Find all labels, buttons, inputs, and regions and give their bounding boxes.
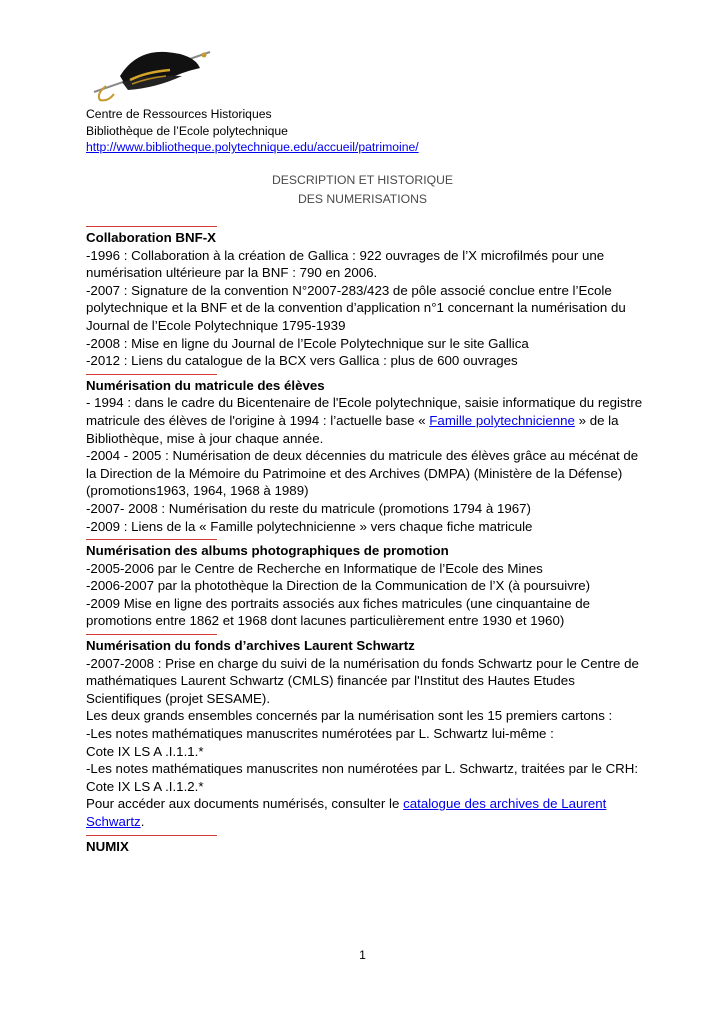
section-separator — [86, 539, 217, 540]
section-title: Collaboration BNF-X — [86, 230, 217, 245]
section-separator — [86, 634, 217, 635]
section-albums — [86, 539, 646, 630]
section-line: -2009 : Liens de la « Famille polytechnicienne » vers chaque fiche matricule — [86, 518, 533, 534]
section-line: -Les notes mathématiques manuscrites numérotées par L. Schwartz lui-même : — [86, 726, 554, 742]
section-line: -2008 : Mise en ligne du Journal de l’Ecole Polytechnique sur le site Gallica — [86, 335, 529, 351]
section-separator — [86, 374, 217, 375]
section-line: -2007- 2008 : Numérisation du reste du matricule (promotions 1794 à 1967) — [86, 500, 531, 516]
section-line: Pour accéder aux documents numérisés, consulter le catalogue des archives de Laurent Schwartz. — [86, 796, 607, 829]
section-line: -2012 : Liens du catalogue de la BCX vers Gallica : plus de 600 ouvrages — [86, 353, 518, 369]
section-line: -2005-2006 par le Centre de Recherche en Informatique de l’Ecole des Mines — [86, 560, 543, 576]
section-separator — [86, 226, 217, 227]
section-line: -1996 : Collaboration à la création de Gallica : 922 ouvrages de l’X microfilmés pour une numérisation ultérieure par la BNF : 790 en 2006. — [86, 247, 605, 281]
document-title — [0, 171, 725, 208]
section-title: Numérisation des albums photographiques de promotion — [86, 543, 449, 559]
section-title: Numérisation du fonds d’archives Laurent Schwartz — [86, 638, 415, 654]
section-line: -2007-2008 : Prise en charge du suivi de la numérisation du fonds Schwartz pour le Centre de mathématiques Laurent Schwartz (CMLS) financée par l'Institut des Hautes Etudes Scientifiques (projet SESAME). — [86, 655, 639, 706]
section-separator — [86, 835, 217, 836]
section-line: - 1994 : dans le cadre du Bicentenaire de l'Ecole polytechnique, saisie informatique du registre matricule des élèves de l'origine à 1994 : l’actuelle base « Famille polytechnicienne » de la Bibliothèque, mise à jour chaque année. — [86, 395, 643, 446]
section-schwartz — [86, 634, 646, 831]
section-line: -2004 - 2005 : Numérisation de deux décennies du matricule des élèves grâce au mécénat de la Direction de la Mémoire du Patrimoine et des Archives (DMPA) (Ministère de la Défense) (promotions1963, 1964, 1968 à 1989) — [86, 448, 639, 499]
section-line: Cote IX LS A .I.1.2.* — [86, 778, 204, 794]
section-line: -2006-2007 par la photothèque la Direction de la Communication de l’X (à poursuivre) — [86, 578, 591, 594]
section-line: -Les notes mathématiques manuscrites non numérotées par L. Schwartz, traitées par le CRH: — [86, 761, 639, 777]
document-title-line2: DES NUMERISATIONS — [297, 191, 428, 206]
section-line: Cote IX LS A .I.1.1.* — [86, 743, 204, 759]
document-title-line1: DESCRIPTION ET HISTORIQUE — [271, 173, 454, 187]
famille-polytechnicienne-link[interactable]: Famille polytechnicienne — [429, 412, 575, 428]
header-url-link[interactable]: http://www.bibliotheque.polytechnique.edu/accueil/patrimoine/ — [86, 140, 419, 154]
section-title: Numérisation du matricule des élèves — [86, 377, 325, 393]
header-org: Centre de Ressources Historiques — [86, 107, 272, 121]
bicorne-hat-and-sword-icon — [86, 46, 214, 106]
section-bnf — [86, 226, 646, 370]
page-number: 1 — [359, 948, 366, 962]
section-line: Les deux grands ensembles concernés par la numérisation sont les 15 premiers cartons : — [86, 708, 613, 724]
section-line: -2007 : Signature de la convention N°2007-283/423 de pôle associé conclue entre l’Ecole polytechnique et la BNF et de la convention d’application n°1 concernant la numérisation du Journal de l’Ecole Polytechnique 1795-1939 — [86, 282, 626, 333]
section-matricule — [86, 374, 646, 535]
schwartz-catalogue-link[interactable]: catalogue des archives de Laurent Schwartz — [86, 796, 607, 829]
section-title: NUMIX — [86, 838, 129, 854]
section-line: -2009 Mise en ligne des portraits associés aux fiches matricules (une cinquantaine de promotions entre 1862 et 1968 dont lacunes particulièrement entre 1930 et 1960) — [86, 595, 591, 629]
header-library: Bibliothèque de l’Ecole polytechnique — [86, 123, 288, 138]
section-numix — [86, 835, 646, 856]
page-header — [86, 106, 419, 156]
main-content — [86, 222, 646, 858]
